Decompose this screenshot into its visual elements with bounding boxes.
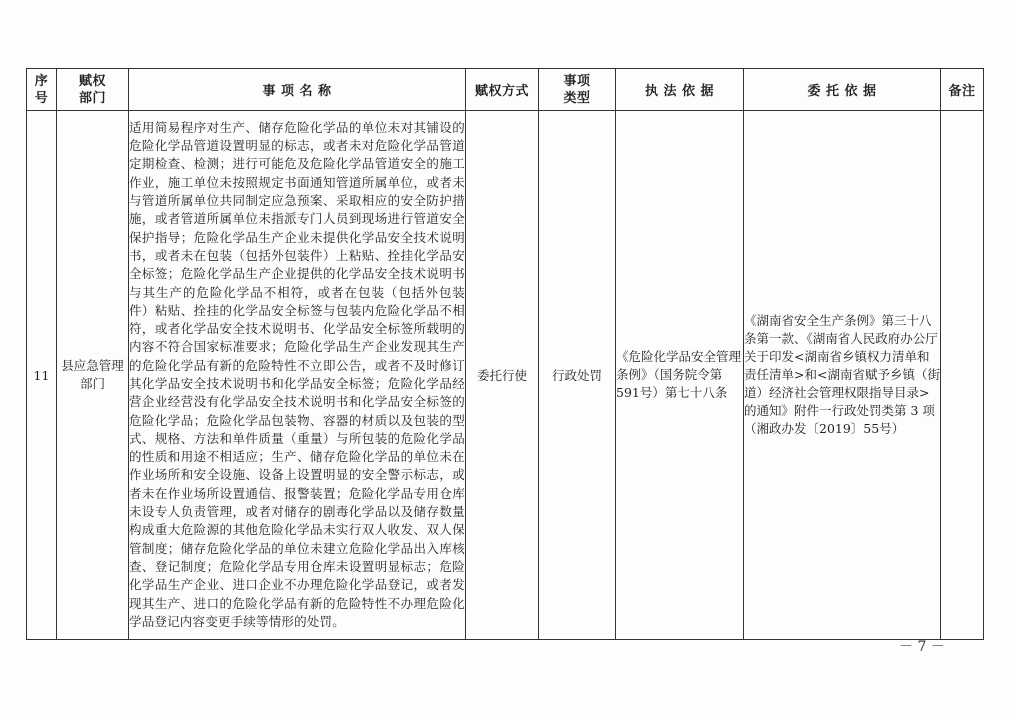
cell-seq: 11 (27, 111, 57, 640)
cell-dept: 县应急管理部门 (57, 111, 129, 640)
cell-item: 适用简易程序对生产、储存危险化学品的单位未对其铺设的危险化学品管道设置明显的标志，或者未对危险化学品管道定期检查、检测；进行可能危及危险化学品管道安全的施工作业，施工单位未按照规定书面通知管道所属单位，或者未与管道所属单位共同制定应急预案、采取相应的安全防护措施，或者管道所属单位未指派专门人员到现场进行管道安全保护指导；危险化学品生产企业未提供化学品安全技术说明书，或者未在包装（包括外包装件）上粘贴、拴挂化学品安全标签；危险化学品生产企业提供的化学品安全技术说明书与其生产的危险化学品不相符，或者在包装（包括外包装件）粘贴、拴挂的化学品安全标签与包装内危险化学品不相符，或者化学品安全技术说明书、化学品安全标签所载明的内容不符合国家标准要求；危险化学品生产企业发现其生产的危险化学品有新的危险特性不立即公告，或者不及时修订其化学品安全技术说明书和化学品安全标签；危险化学品经营企业经营没有化学品安全技术说明书和化学品安全标签的危险化学品；危险化学品包装物、容器的材质以及包装的型式、规格、方法和单件质量（重量）与所包装的危险化学品的性质和用途不相适应；生产、储存危险化学品的单位未在作业场所和安全设施、设备上设置明显的安全警示标志，或者未在作业场所设置通信、报警装置；危险化学品专用仓库未设专人负责管理，或者对储存的剧毒化学品以及储存数量构成重大危险源的其他危险化学品未实行双人收发、双人保管制度；储存危险化学品的单位未建立危险化学品出入库核查、登记制度；危险化学品专用仓库未设置明显标志；危险化学品生产企业、进口企业不办理危险化学品登记，或者发现其生产、进口的危险化学品有新的危险特性不办理危险化学品登记内容变更手续等情形的处罚。 (129, 111, 466, 640)
authorization-table (26, 68, 984, 640)
cell-law: 《危险化学品安全管理条例》（国务院令第591号）第七十八条 (616, 111, 744, 640)
header-method: 赋权方式 (466, 69, 539, 111)
cell-remark (941, 111, 984, 640)
header-type: 事项 类型 (539, 69, 616, 111)
header-item: 事 项 名 称 (129, 69, 466, 111)
header-entrust: 委 托 依 据 (744, 69, 941, 111)
cell-entrust: 《湖南省安全生产条例》第三十八条第一款、《湖南省人民政府办公厅关于印发<湖南省乡镇权力清单和责任清单>和<湖南省赋予乡镇（街道）经济社会管理权限指导目录>的通知》附件一行政处罚类第 3 项（湘政办发〔2019〕55号） (744, 111, 941, 640)
header-law: 执 法 依 据 (616, 69, 744, 111)
cell-type: 行政处罚 (539, 111, 616, 640)
cell-method: 委托行使 (466, 111, 539, 640)
header-seq: 序 号 (27, 69, 57, 111)
table-row (27, 111, 984, 640)
header-dept: 赋权 部门 (57, 69, 129, 111)
header-row (27, 69, 984, 111)
page-number: － 7 － (899, 639, 945, 655)
header-remark: 备注 (941, 69, 984, 111)
